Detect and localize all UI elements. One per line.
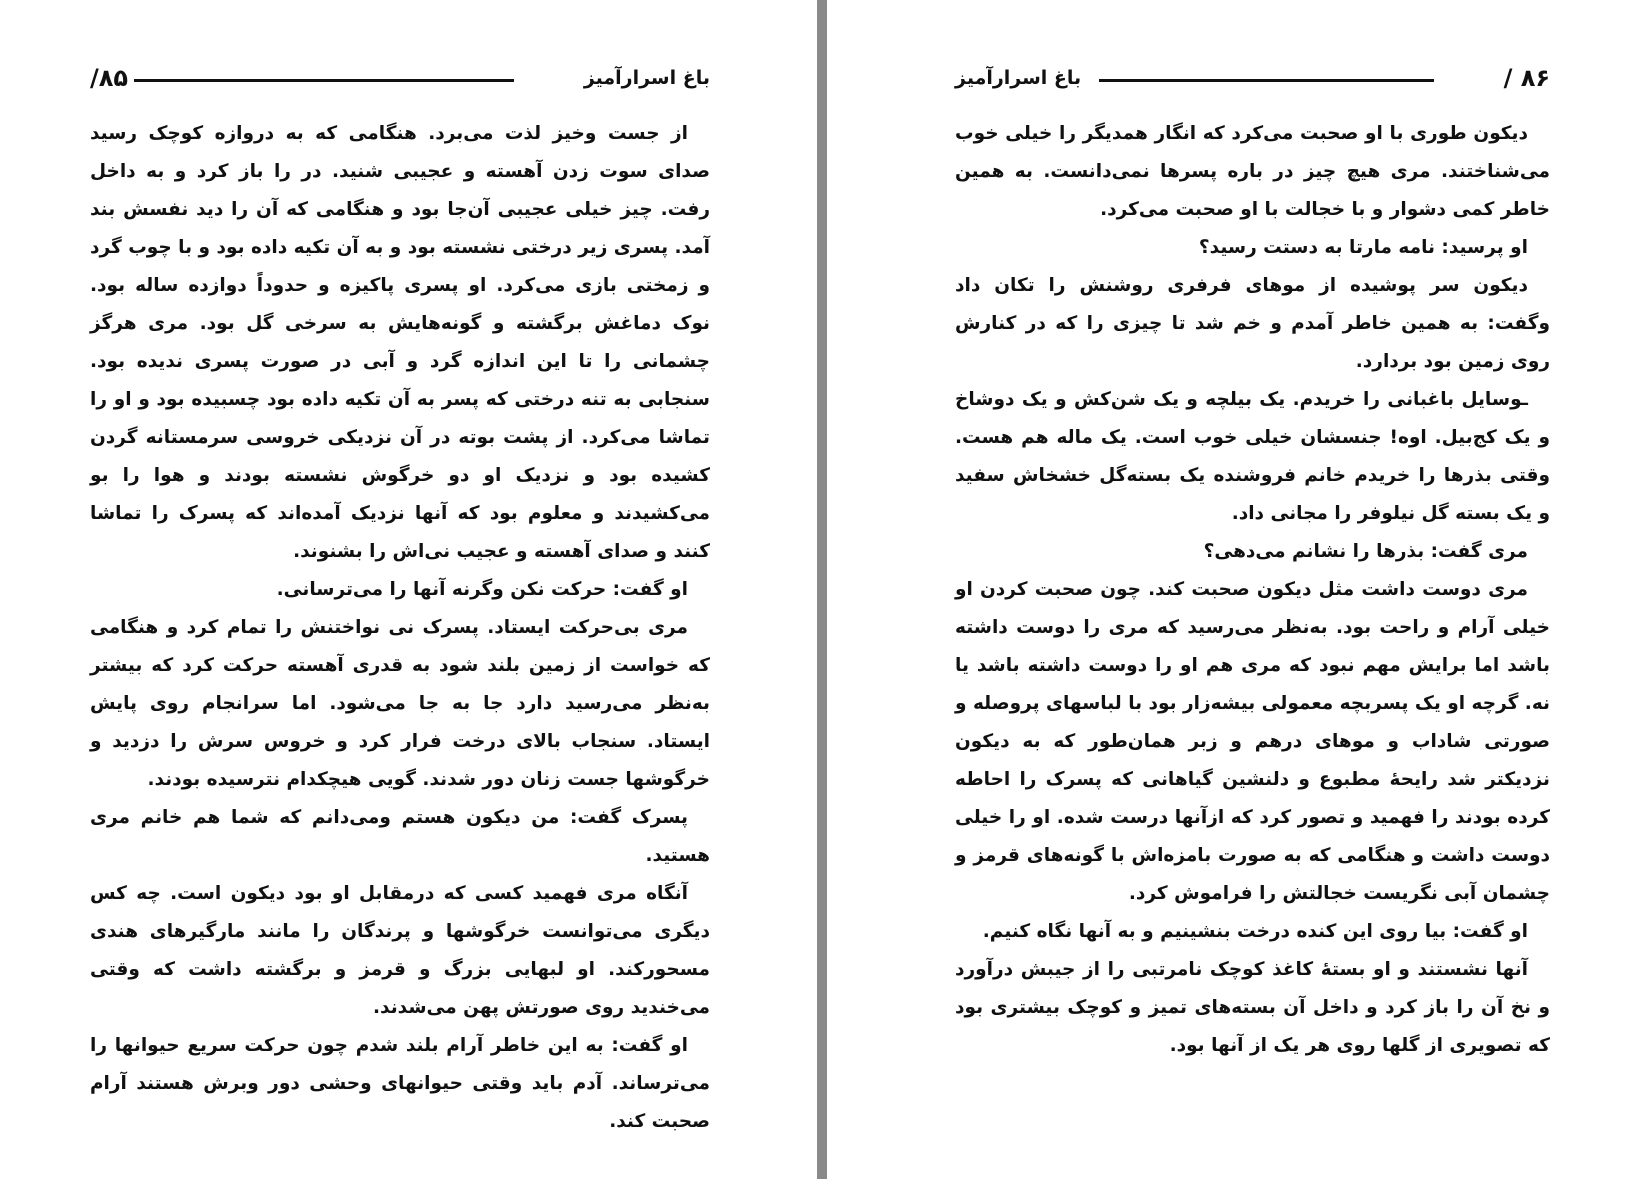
page-number: ۸۵/ [90, 64, 129, 92]
running-title: باغ اسرارآمیز [955, 67, 1082, 89]
right-page [955, 0, 1550, 1179]
running-title: باغ اسرارآمیز [583, 67, 710, 89]
header-rule [134, 79, 514, 82]
paragraph: ـوسایل باغبانی را خریدم. یک بیلچه و یک شن‌کش و یک دوشاخ و یک کج‌بیل. اوه! جنسشان خیلی خوب است. یک ماله هم هست. وقتی بذرها را خریدم خانم فروشنده یک بسته‌گل خشخاش سفید و یک بسته گل نیلوفر را مجانی داد. [955, 389, 1550, 524]
right-page-header [955, 60, 1550, 96]
header-rule [1099, 79, 1433, 82]
paragraph: آنها نشستند و او بستهٔ کاغذ کوچک نامرتبی را از جیبش درآورد و نخ آن را باز کرد و داخل آن بسته‌های تمیز و کوچک بیشتری بود که تصویری از گلها روی هر یک از آنها بود. [955, 959, 1550, 1056]
paragraph: مری گفت: بذرها را نشانم می‌دهی؟ [1203, 541, 1528, 562]
paragraph: مری بی‌حرکت ایستاد. پسرک نی نواختنش را تمام کرد و هنگامی که خواست از زمین بلند شود به قدری آهسته حرکت کرد که بیشتر به‌نظر می‌رسید دارد جا به جا می‌شود. اما سرانجام روی پایش ایستاد. سنجاب بالای درخت فرار کرد و خروس سرش را دزدید و خرگوشها جست زنان دور شدند. گویی هیچکدام نترسیده بودند. [90, 617, 710, 790]
paragraph: مری دوست داشت مثل دیکون صحبت کند. چون صحبت کردن او خیلی آرام و راحت بود. به‌نظر می‌رسید که مری را دوست داشته باشد اما برایش مهم نبود که مری هم او را دوست داشته باشد یا نه. گرچه او یک پسربچه معمولی بیشه‌زار بود با لباسهای پروصله و صورتی شاداب و موهای درهم و زبر همان‌طور که به دیکون نزدیکتر شد رایحهٔ مطبوع و دلنشین گیاهانی که پسرک را احاطه کرده بودند را فهمید و تصور کرد که ازآنها درست شده. او را خیلی دوست داشت و هنگامی که به صورت بامزه‌اش با گونه‌های قرمز و چشمان آبی نگریست خجالتش را فراموش کرد. [955, 579, 1550, 904]
right-page-body [955, 115, 1550, 1065]
paragraph: او گفت: بیا روی این کنده درخت بنشینیم و به آنها نگاه کنیم. [982, 921, 1528, 942]
paragraph: او گفت: حرکت نکن وگرنه آنها را می‌ترسانی. [276, 579, 688, 600]
page-number: ۸۶ / [1503, 64, 1550, 92]
paragraph: پسرک گفت: من دیکون هستم ومی‌دانم که شما هم خانم مری هستید. [90, 807, 710, 866]
paragraph: دیکون طوری با او صحبت می‌کرد که انگار همدیگر را خیلی خوب می‌شناختند. مری هیچ چیز در باره پسرها نمی‌دانست. به همین خاطر کمی دشوار و با خجالت با او صحبت می‌کرد. [955, 123, 1550, 220]
paragraph: از جست وخیز لذت می‌برد. هنگامی که به دروازه کوچک رسید صدای سوت زدن آهسته و عجیبی شنید. در را باز کرد و به داخل رفت. چیز خیلی عجیبی آن‌جا بود و هنگامی که آن را دید نفسش بند آمد. پسری زیر درختی نشسته بود و به آن تکیه داده بود و با چوب گرد و زمختی بازی می‌کرد. او پسری پاکیزه و حدوداً دوازده ساله بود. نوک دماغش برگشته و گونه‌هایش به سرخی گل بود. مری هرگز چشمانی را تا این اندازه گرد و آبی در صورت پسری ندیده بود. سنجابی به تنه درختی که پسر به آن تکیه داده بود چسبیده بود و او را تماشا می‌کرد. از پشت بوته در آن نزدیکی خروسی سرمستانه گردن کشیده بود و نزدیک او دو خرگوش نشسته بودند و هوا را بو می‌کشیدند و معلوم بود که آنها نزدیک آمده‌اند که پسرک را تماشا کنند و صدای آهسته و عجیب نی‌اش را بشنوند. [90, 123, 710, 562]
paragraph: او گفت: به این خاطر آرام بلند شدم چون حرکت سریع حیوانها را می‌ترساند. آدم باید وقتی حیوانهای وحشی دور وبرش هستند آرام صحبت کند. [90, 1035, 710, 1132]
paragraph: آنگاه مری فهمید کسی که درمقابل او بود دیکون است. چه کس دیگری می‌توانست خرگوشها و پرندگان را مانند مارگیرهای هندی مسحورکند. او لبهایی بزرگ و قرمز و برگشته داشت که وقتی می‌خندید روی صورتش پهن می‌شدند. [90, 883, 710, 1018]
left-page [90, 0, 710, 1179]
left-page-body [90, 115, 710, 1141]
book-gutter [817, 0, 827, 1179]
paragraph: او پرسید: نامه مارتا به دستت رسید؟ [1198, 237, 1528, 258]
left-page-header [90, 60, 710, 96]
paragraph: دیکون سر پوشیده از موهای فرفری روشنش را تکان داد وگفت: به همین خاطر آمدم و خم شد تا چیزی را که در کنارش روی زمین بود بردارد. [955, 275, 1550, 372]
